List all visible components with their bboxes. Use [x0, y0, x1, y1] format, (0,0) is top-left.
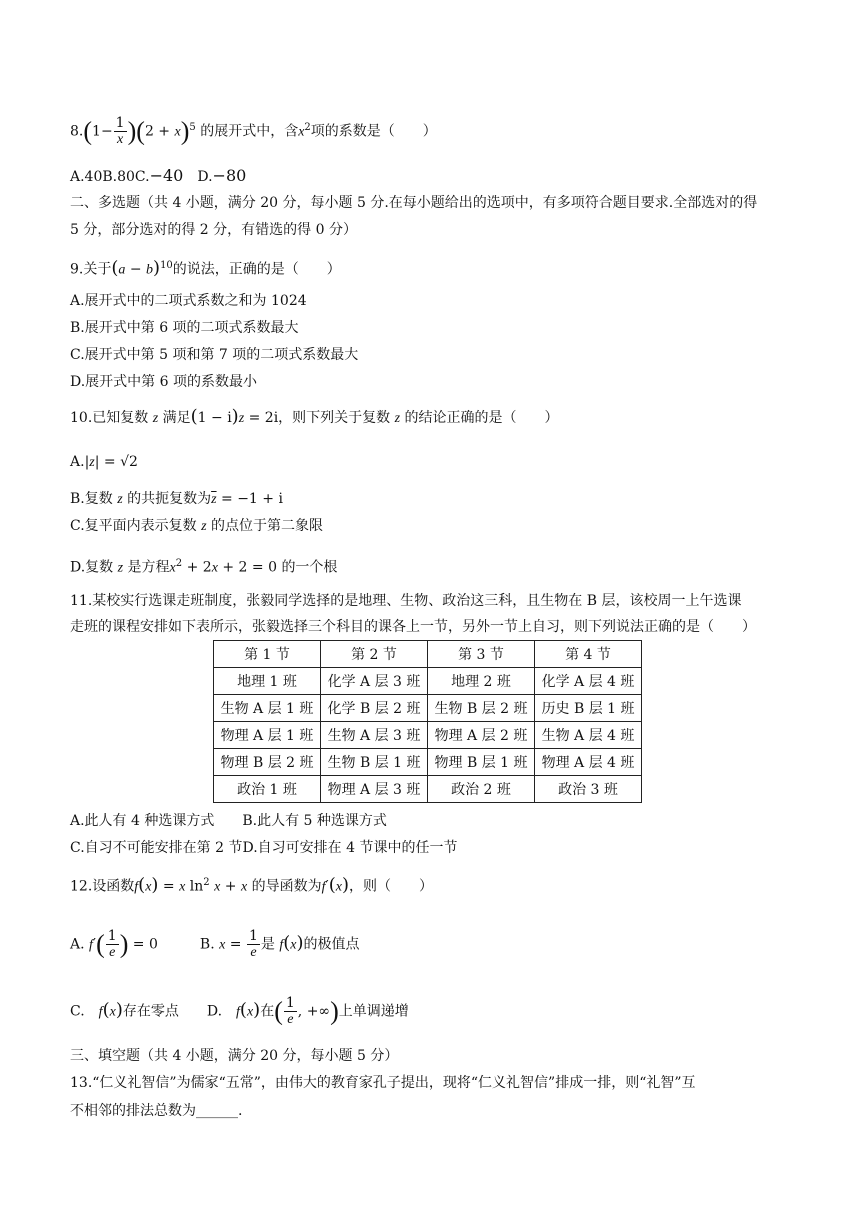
- schedule-table: [213, 640, 642, 803]
- option-9a: A.展开式中的二项式系数之和为 1024: [70, 293, 307, 309]
- table-header: 第 4 节: [535, 641, 642, 668]
- table-row: [214, 695, 642, 722]
- option-10d: D.复数 z 是方程$x^2 + 2x + 2 = 0$ 的一个根: [70, 558, 338, 576]
- table-cell: 生物 A 层 1 班: [214, 695, 321, 722]
- question-11: 11.某校实行选课走班制度，张毅同学选择的是地理、生物、政治这三科，且生物在 B 层，该校周一上午选课: [70, 593, 742, 609]
- option-10a: A.|z| = √2: [70, 454, 138, 470]
- option-12ab: A. f′( $\frac{1}{e}$ ) = 0 B. x = $\frac{1}{e}$ 是 f(x)的极值点: [70, 928, 360, 960]
- table-cell: 历史 B 层 1 班: [535, 695, 642, 722]
- table-cell: 物理 A 层 3 班: [321, 776, 428, 803]
- question-12: 12.设函数f(x) = x $\ln^2 x + x$ 的导函数为f′(x)，则（ ）: [70, 874, 433, 896]
- table-cell: 物理 B 层 2 班: [214, 749, 321, 776]
- option-10c: C.复平面内表示复数 z 的点位于第二象限: [70, 518, 324, 534]
- option-9d: D.展开式中第 6 项的系数最小: [70, 374, 257, 390]
- question-8: 8.(1− $\frac{1}{x}$ )$(2 + x)^5$ 的展开式中，含$x^2$项的系数是（ ）: [70, 115, 437, 147]
- question-9: 9.关于$(a - b)^{10}$的说法，正确的是（ ）: [70, 257, 341, 279]
- question-13-cont: 不相邻的排法总数为______.: [70, 1103, 243, 1119]
- table-cell: 物理 A 层 4 班: [535, 749, 642, 776]
- table-cell: 生物 B 层 1 班: [321, 749, 428, 776]
- table-row: [214, 776, 642, 803]
- table-row: [214, 749, 642, 776]
- table-cell: 化学 B 层 2 班: [321, 695, 428, 722]
- question-8-options: A.40B.80C.−40 D.−80: [70, 166, 247, 185]
- table-cell: 化学 A 层 4 班: [535, 668, 642, 695]
- table-cell: 物理 A 层 2 班: [428, 722, 535, 749]
- table-cell: 物理 B 层 1 班: [428, 749, 535, 776]
- option-9b: B.展开式中第 6 项的二项式系数最大: [70, 320, 299, 336]
- table-cell: 地理 2 班: [428, 668, 535, 695]
- section-3-heading: 三、填空题（共 4 小题，满分 20 分，每小题 5 分）: [70, 1048, 399, 1064]
- table-header: 第 3 节: [428, 641, 535, 668]
- table-cell: 生物 A 层 3 班: [321, 722, 428, 749]
- table-cell: 政治 3 班: [535, 776, 642, 803]
- table-header: 第 2 节: [321, 641, 428, 668]
- option-9c: C.展开式中第 5 项和第 7 项的二项式系数最大: [70, 347, 359, 363]
- option-10b: B.复数 z 的共扼复数为$\overline{z} = -1 + i$: [70, 491, 283, 507]
- question-10: 10.已知复数 z 满足(1 − i)z = 2i，则下列关于复数 z 的结论正确的是（ ）: [70, 406, 559, 427]
- table-row: [214, 668, 642, 695]
- section-2-heading-cont: 5 分，部分选对的得 2 分，有错选的得 0 分）: [70, 222, 357, 238]
- fraction: $\frac{1}{x}$: [115, 115, 125, 147]
- table-cell: 政治 2 班: [428, 776, 535, 803]
- table-cell: 政治 1 班: [214, 776, 321, 803]
- question-11-cont: 走班的课程安排如下表所示，张毅选择三个科目的课各上一节，另外一节上自习，则下列说法正确的是（ ）: [70, 619, 756, 635]
- table-cell: 生物 B 层 2 班: [428, 695, 535, 722]
- table-header: 第 1 节: [214, 641, 321, 668]
- table-row: [214, 722, 642, 749]
- option-11cd: C.自习不可能安排在第 2 节D.自习可安排在 4 节课中的任一节: [70, 840, 458, 856]
- table-cell: 化学 A 层 3 班: [321, 668, 428, 695]
- table-cell: 生物 A 层 4 班: [535, 722, 642, 749]
- table-cell: 物理 A 层 1 班: [214, 722, 321, 749]
- table-cell: 地理 1 班: [214, 668, 321, 695]
- option-11ab: A.此人有 4 种选课方式 B.此人有 5 种选课方式: [70, 813, 387, 829]
- option-12cd: C. f(x)存在零点 D. f(x)在( $\frac{1}{e}$ , +∞)上单调递增: [70, 995, 409, 1027]
- question-13: 13.“仁义礼智信”为儒家“五常”，由伟大的教育家孔子提出，现将“仁义礼智信”排成一排，则“礼智”互: [70, 1075, 696, 1091]
- section-2-heading: 二、多选题（共 4 小题，满分 20 分，每小题 5 分.在每小题给出的选项中，有多项符合题目要求.全部选对的得: [70, 195, 758, 211]
- table-header-row: [214, 641, 642, 668]
